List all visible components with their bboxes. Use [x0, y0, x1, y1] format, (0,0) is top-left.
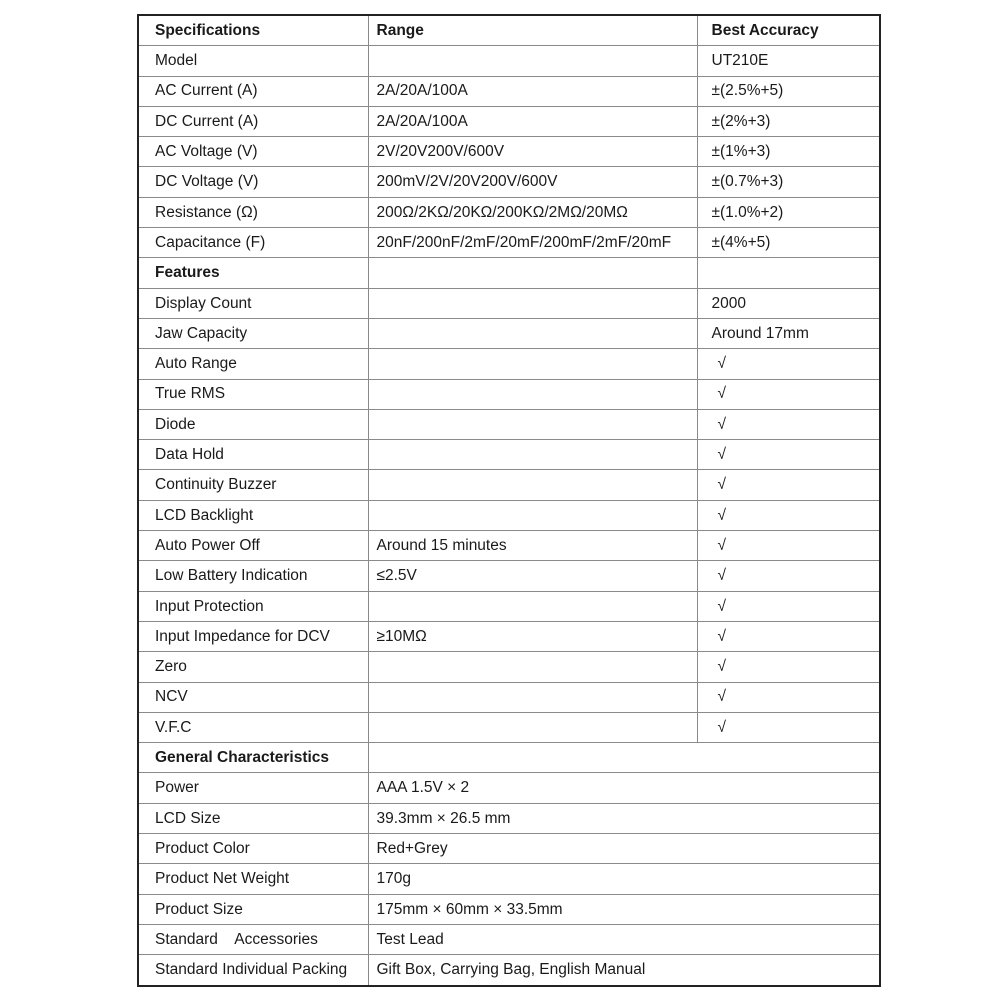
check-mark: √	[697, 712, 880, 742]
feature-name: V.F.C	[138, 712, 368, 742]
spec-name: AC Current (A)	[138, 76, 368, 106]
general-value: Test Lead	[368, 924, 880, 954]
spec-row	[138, 76, 880, 106]
feature-range	[368, 712, 697, 742]
general-row	[138, 924, 880, 954]
spec-row	[138, 167, 880, 197]
spec-accuracy: ±(0.7%+3)	[697, 167, 880, 197]
feature-range	[368, 318, 697, 348]
header-row	[138, 15, 880, 46]
general-value: AAA 1.5V × 2	[368, 773, 880, 803]
spec-row	[138, 46, 880, 76]
general-name: Product Color	[138, 834, 368, 864]
spec-table	[137, 14, 881, 987]
header-specifications: Specifications	[138, 15, 368, 46]
general-row	[138, 803, 880, 833]
feature-row	[138, 591, 880, 621]
general-row	[138, 864, 880, 894]
spec-accuracy: ±(4%+5)	[697, 228, 880, 258]
feature-name: Continuity Buzzer	[138, 470, 368, 500]
feature-row	[138, 409, 880, 439]
spec-range: 2A/20A/100A	[368, 76, 697, 106]
check-mark: √	[697, 531, 880, 561]
general-name: Standard Individual Packing	[138, 955, 368, 986]
feature-row	[138, 379, 880, 409]
general-name: Power	[138, 773, 368, 803]
feature-name: Display Count	[138, 288, 368, 318]
features-title: Features	[138, 258, 368, 288]
check-mark: √	[697, 470, 880, 500]
feature-row	[138, 682, 880, 712]
spec-range: 2V/20V200V/600V	[368, 137, 697, 167]
general-value: Red+Grey	[368, 834, 880, 864]
feature-name: LCD Backlight	[138, 500, 368, 530]
feature-name: Data Hold	[138, 440, 368, 470]
spec-name: AC Voltage (V)	[138, 137, 368, 167]
general-row	[138, 773, 880, 803]
general-value: Gift Box, Carrying Bag, English Manual	[368, 955, 880, 986]
check-mark: √	[697, 500, 880, 530]
feature-row	[138, 621, 880, 651]
feature-name: Input Impedance for DCV	[138, 621, 368, 651]
feature-range	[368, 440, 697, 470]
feature-row	[138, 349, 880, 379]
spec-row	[138, 137, 880, 167]
feature-row	[138, 318, 880, 348]
spec-range: 200Ω/2KΩ/20KΩ/200KΩ/2MΩ/20MΩ	[368, 197, 697, 227]
general-row	[138, 894, 880, 924]
feature-row	[138, 470, 880, 500]
feature-name: Auto Range	[138, 349, 368, 379]
feature-name: Input Protection	[138, 591, 368, 621]
feature-range	[368, 409, 697, 439]
feature-row	[138, 440, 880, 470]
feature-range	[368, 470, 697, 500]
feature-range	[368, 379, 697, 409]
general-name: LCD Size	[138, 803, 368, 833]
spec-name: Capacitance (F)	[138, 228, 368, 258]
header-range: Range	[368, 15, 697, 46]
spec-range	[368, 46, 697, 76]
general-name: Product Size	[138, 894, 368, 924]
spec-accuracy: ±(1%+3)	[697, 137, 880, 167]
feature-row	[138, 561, 880, 591]
feature-range: Around 15 minutes	[368, 531, 697, 561]
general-title: General Characteristics	[138, 743, 368, 773]
feature-row	[138, 531, 880, 561]
spec-row	[138, 228, 880, 258]
general-row	[138, 955, 880, 986]
feature-value: Around 17mm	[697, 318, 880, 348]
feature-name: Auto Power Off	[138, 531, 368, 561]
check-mark: √	[697, 379, 880, 409]
spec-range: 20nF/200nF/2mF/20mF/200mF/2mF/20mF	[368, 228, 697, 258]
feature-row	[138, 652, 880, 682]
empty-cell	[697, 258, 880, 288]
feature-range	[368, 682, 697, 712]
general-value: 170g	[368, 864, 880, 894]
check-mark: √	[697, 621, 880, 651]
feature-range	[368, 349, 697, 379]
spec-accuracy: UT210E	[697, 46, 880, 76]
spec-name: Model	[138, 46, 368, 76]
general-section-row	[138, 743, 880, 773]
feature-row	[138, 500, 880, 530]
general-name: Standard Accessories	[138, 924, 368, 954]
general-value: 175mm × 60mm × 33.5mm	[368, 894, 880, 924]
check-mark: √	[697, 349, 880, 379]
check-mark: √	[697, 591, 880, 621]
feature-row	[138, 288, 880, 318]
spec-name: Resistance (Ω)	[138, 197, 368, 227]
feature-range	[368, 288, 697, 318]
check-mark: √	[697, 561, 880, 591]
spec-accuracy: ±(1.0%+2)	[697, 197, 880, 227]
spec-name: DC Current (A)	[138, 106, 368, 136]
spec-name: DC Voltage (V)	[138, 167, 368, 197]
check-mark: √	[697, 682, 880, 712]
check-mark: √	[697, 440, 880, 470]
spec-range: 200mV/2V/20V200V/600V	[368, 167, 697, 197]
header-best-accuracy: Best Accuracy	[697, 15, 880, 46]
feature-name: Zero	[138, 652, 368, 682]
feature-value: 2000	[697, 288, 880, 318]
feature-range	[368, 652, 697, 682]
spec-range: 2A/20A/100A	[368, 106, 697, 136]
spec-row	[138, 106, 880, 136]
feature-range: ≤2.5V	[368, 561, 697, 591]
feature-name: Jaw Capacity	[138, 318, 368, 348]
empty-cell	[368, 743, 880, 773]
feature-name: True RMS	[138, 379, 368, 409]
feature-row	[138, 712, 880, 742]
general-row	[138, 834, 880, 864]
feature-range	[368, 500, 697, 530]
check-mark: √	[697, 409, 880, 439]
feature-range	[368, 591, 697, 621]
spec-accuracy: ±(2%+3)	[697, 106, 880, 136]
general-name: Product Net Weight	[138, 864, 368, 894]
feature-range: ≥10MΩ	[368, 621, 697, 651]
spec-row	[138, 197, 880, 227]
general-value: 39.3mm × 26.5 mm	[368, 803, 880, 833]
features-section-row	[138, 258, 880, 288]
spec-accuracy: ±(2.5%+5)	[697, 76, 880, 106]
feature-name: NCV	[138, 682, 368, 712]
empty-cell	[368, 258, 697, 288]
check-mark: √	[697, 652, 880, 682]
feature-name: Diode	[138, 409, 368, 439]
feature-name: Low Battery Indication	[138, 561, 368, 591]
